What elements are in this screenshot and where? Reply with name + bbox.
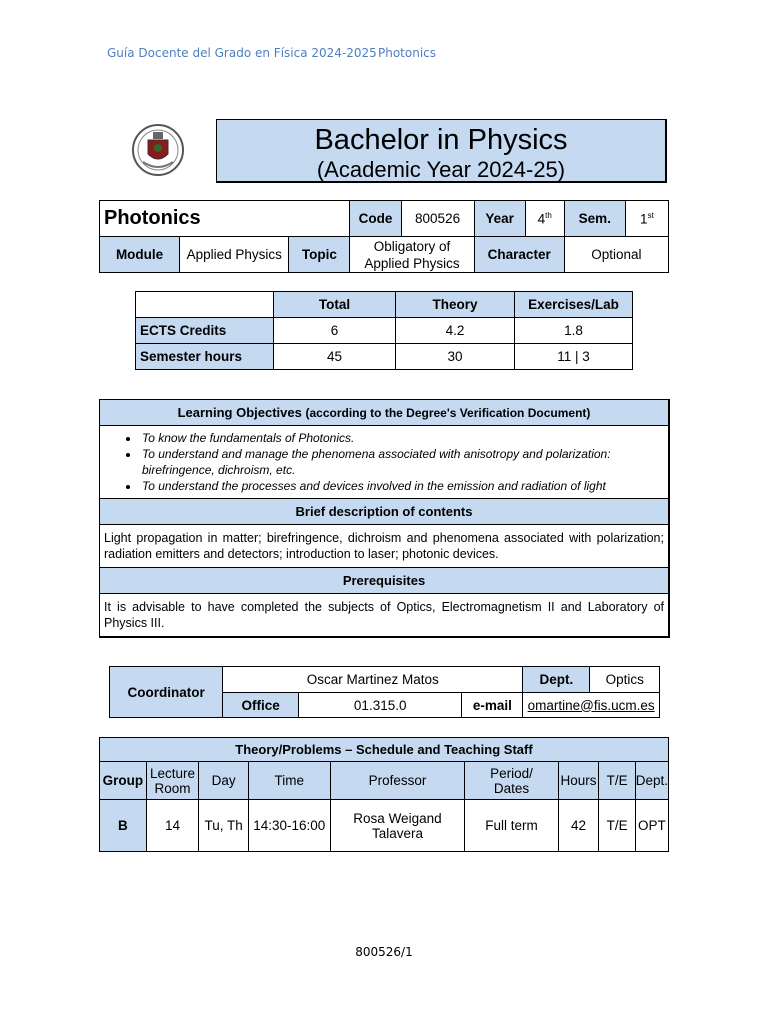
schedule-cell: Tu, Th: [199, 800, 249, 852]
schedule-cell-group: B: [100, 800, 147, 852]
list-item: • To know the fundamentals of Photonics.: [140, 430, 668, 446]
credits-table: [135, 291, 633, 370]
schedule-header: Lecture Room: [146, 762, 199, 800]
schedule-header: Time: [248, 762, 330, 800]
character-label: Character: [474, 237, 564, 273]
year-value: 4th: [525, 201, 564, 237]
coordinator-label: Coordinator: [110, 667, 223, 718]
schedule-title: Theory/Problems – Schedule and Teaching Staff: [100, 738, 669, 762]
running-header-guide: Guía Docente del Grado en Física 2024-2025: [107, 46, 377, 60]
schedule-cell: 42: [558, 800, 599, 852]
schedule-cell: T/E: [599, 800, 635, 852]
university-seal-icon: [131, 122, 185, 178]
schedule-cell: OPT: [635, 800, 668, 852]
schedule-table: [99, 737, 669, 852]
credits-row-label: ECTS Credits: [136, 318, 274, 344]
credits-cell: 4.2: [396, 318, 515, 344]
character-value: Optional: [564, 237, 668, 273]
title-box: [216, 119, 667, 183]
schedule-header: Day: [199, 762, 249, 800]
prerequisites-text: It is advisable to have completed the subjects of Optics, Electromagnetism II and Laboratory of Physics III.: [104, 600, 664, 630]
dept-label: Dept.: [523, 667, 590, 693]
schedule-header: T/E: [599, 762, 635, 800]
schedule-header: Hours: [558, 762, 599, 800]
credits-cell: 11 | 3: [515, 344, 633, 370]
module-value: Applied Physics: [180, 237, 289, 273]
schedule-header: Dept.: [635, 762, 668, 800]
office-value: 01.315.0: [299, 693, 462, 718]
email-label: e-mail: [462, 693, 523, 718]
schedule-cell: 14: [146, 800, 199, 852]
schedule-cell: Rosa Weigand Talavera: [330, 800, 465, 852]
title-line2: (Academic Year 2024-25): [316, 157, 566, 182]
credits-cell: 6: [274, 318, 396, 344]
contents-text: Light propagation in matter; birefringence, dichroism and phenomena associated with polarization; radiation emitters and detectors; introduction to laser; photonic devices.: [100, 525, 668, 568]
topic-value: Obligatory of Applied Physics: [350, 237, 474, 273]
credits-row-label: Semester hours: [136, 344, 274, 370]
schedule-cell: 14:30-16:00: [248, 800, 330, 852]
page-footer: 800526/1: [355, 945, 413, 959]
dept-value: Optics: [590, 667, 660, 693]
coordinator-table: [109, 666, 660, 718]
schedule-header: Period/ Dates: [465, 762, 558, 800]
objectives-list: [100, 426, 668, 499]
course-description-section: [99, 399, 670, 638]
credits-cell: 30: [396, 344, 515, 370]
course-info-table: [99, 200, 669, 273]
credits-header-lab: Exercises/Lab: [515, 292, 633, 318]
credits-corner: [136, 292, 274, 318]
coordinator-name: Oscar Martinez Matos: [223, 667, 523, 693]
sem-label: Sem.: [564, 201, 625, 237]
code-label: Code: [350, 201, 401, 237]
year-label: Year: [474, 201, 525, 237]
sem-value: 1st: [625, 201, 668, 237]
schedule-cell: Full term: [465, 800, 558, 852]
email-link[interactable]: omartine@fis.ucm.es: [527, 697, 655, 713]
contents-heading: Brief description of contents: [100, 499, 668, 525]
schedule-header: Group: [100, 762, 147, 800]
prerequisites-heading: Prerequisites: [100, 568, 668, 594]
credits-cell: 1.8: [515, 318, 633, 344]
credits-header-total: Total: [274, 292, 396, 318]
office-label: Office: [223, 693, 299, 718]
email-cell: [523, 693, 660, 718]
list-item: • To understand the processes and devices involved in the emission and radiation of light: [140, 478, 668, 494]
course-name: Photonics: [100, 201, 350, 237]
credits-header-theory: Theory: [396, 292, 515, 318]
topic-label: Topic: [289, 237, 350, 273]
code-value: 800526: [401, 201, 474, 237]
module-label: Module: [100, 237, 180, 273]
credits-cell: 45: [274, 344, 396, 370]
title-line1: Bachelor in Physics: [314, 124, 568, 156]
objectives-heading: Learning Objectives (according to the Degree's Verification Document): [100, 400, 668, 426]
list-item: • To understand and manage the phenomena associated with anisotropy and polarization: birefringence, dichroism, etc.: [140, 446, 668, 478]
table-row: [100, 800, 669, 852]
running-header-subject: Photonics: [378, 46, 437, 60]
schedule-header: Professor: [330, 762, 465, 800]
